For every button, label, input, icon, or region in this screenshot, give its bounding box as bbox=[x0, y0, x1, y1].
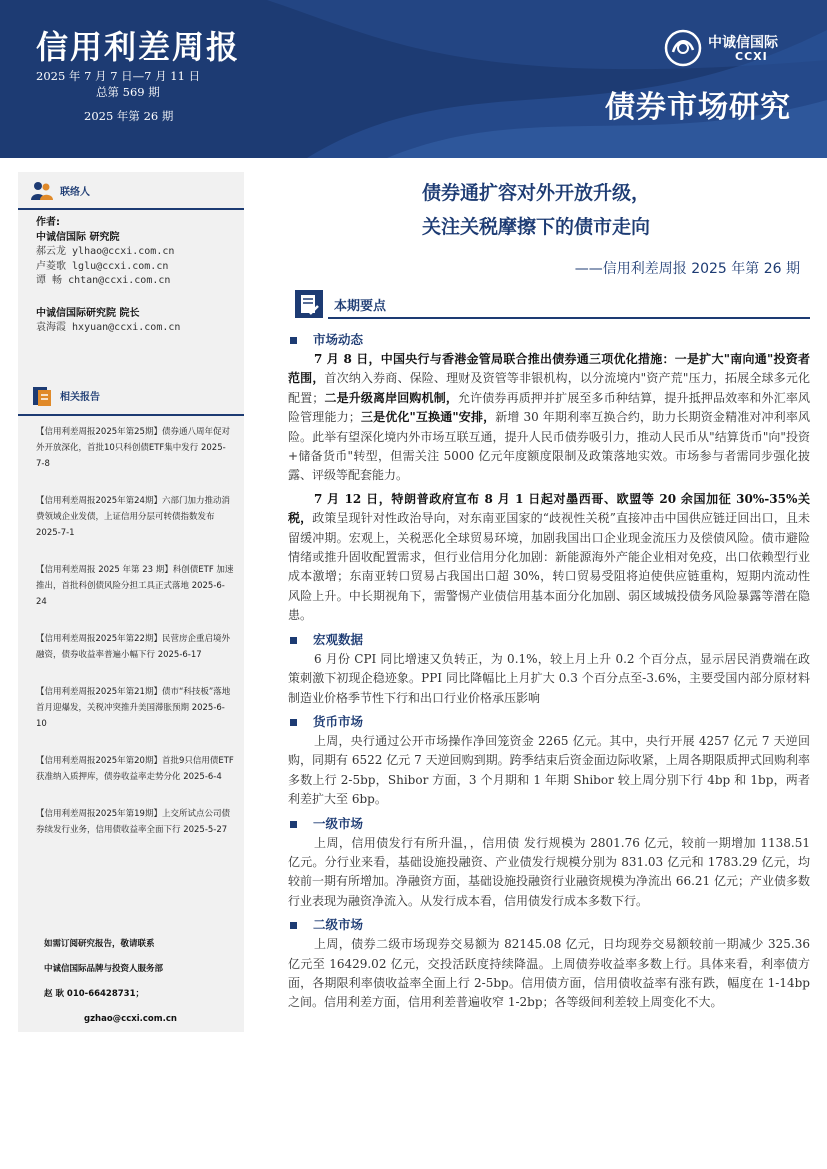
summary-content bbox=[288, 326, 810, 1017]
report-issue-year: 2025 年第 26 期 bbox=[84, 109, 174, 123]
main-subtitle: ——信用利差周报 2025 年第 26 期 bbox=[574, 261, 800, 277]
section-heading-money: 货币市场 bbox=[288, 712, 810, 732]
author-email[interactable]: ylhao@ccxi.com.cn bbox=[72, 246, 175, 257]
report-issue-total: 总第 569 期 bbox=[96, 85, 160, 99]
author-email[interactable]: chtan@ccxi.com.cn bbox=[68, 275, 171, 286]
dean-email[interactable]: hxyuan@ccxi.com.cn bbox=[72, 322, 181, 333]
contact-line: 中诚信国际品牌与投资人服务部 bbox=[44, 964, 164, 974]
author-email[interactable]: lglu@ccxi.com.cn bbox=[72, 260, 169, 272]
sidebar bbox=[18, 172, 244, 1032]
summary-label: 本期要点 bbox=[334, 299, 387, 314]
summary-heading-bar bbox=[294, 289, 810, 319]
related-heading-label: 相关报告 bbox=[60, 392, 100, 403]
contact-line: 赵 耿 010-66428731； bbox=[44, 989, 145, 999]
bullet-square-icon bbox=[290, 922, 297, 929]
section-heading-primary: 一级市场 bbox=[288, 814, 810, 834]
logo-subtext: CCXI bbox=[735, 50, 768, 63]
related-reports-list bbox=[18, 416, 244, 838]
main-title-line2: 关注关税摩擦下的债市走向 bbox=[421, 216, 650, 238]
report-date-range: 2025 年 7 月 7 日—7 月 11 日 bbox=[36, 69, 201, 83]
related-report-item[interactable]: 【信用利差周报2025年第22期】民营房企重启境外融资，债券收益率普遍小幅下行 2025-6-17 bbox=[36, 633, 230, 660]
related-report-item[interactable]: 【信用利差周报2025年第20期】首批9只信用债ETF获准纳入质押库，债券收益率走势分化 2025-6-4 bbox=[36, 755, 234, 782]
authors-block bbox=[18, 210, 244, 342]
related-heading bbox=[18, 378, 244, 416]
summary-document-icon bbox=[294, 289, 324, 319]
main-title bbox=[258, 176, 814, 244]
section-heading-market: 市场动态 bbox=[288, 330, 810, 350]
contact-heading-label: 联络人 bbox=[60, 186, 90, 198]
author-row: 郝云龙 ylhao@ccxi.com.cn bbox=[36, 246, 175, 257]
market-para-1: 7 月 8 日，中国央行与香港金管局联合推出债券通三项优化措施：一是扩大"南向通"投资者范围，首次纳入券商、保险、理财及资管等非银机构，以分流境内"资产荒"压力，拓展全球多元化配置；二是升级离岸回购机制，允许债券再质押并扩展至多币种结算，提升抵押品效率和外汇率风险管理能力；三是优化"互换通"安排，新增 30 年期利率互换合约，助力长期资金精准对冲利率风险。此举有望深化境内外市场互联互通，提升人民币债券吸引力，推动人民币从"结算货币"向"投资+储备货币"转型，但需关注 5000 亿元年度额度限制及政策落地实效。市场参与者需同步强化披露、评级等配套能力。 bbox=[288, 352, 810, 483]
primary-para: 上周，信用债发行有所升温，，信用债 发行规模为 2801.76 亿元，较前一期增加 1138.51 亿元。分行业来看，基础设施投融资、产业债发行规模分别为 831.03 亿元和 1783.29 亿元，均较前一期有所增加。净融资方面，基础设施投融资行业融资规模为净流出 66.21 亿元；产业债多数行业表现为融资净流入。从发行成本看，信用债发行成本多数下行。 bbox=[288, 835, 810, 908]
secondary-para: 上周，债券二级市场现券交易额为 82145.08 亿元，日均现券交易额较前一期减少 325.36 亿元至 16429.02 亿元，交投活跃度持续降温。上周债券收益率多数上行。具体来看，利率债方面，各期限利率债收益率全面上行 2-5bp。信用债方面，信用债收益率有涨有跌，幅度在 1-14bp 之间。信用利差方面，信用利差普遍收窄 1-2bp；各等级间利差较上周变化不大。 bbox=[288, 937, 810, 1010]
ccxi-logo-icon bbox=[663, 28, 703, 68]
report-section-title: 债券市场研究 bbox=[605, 90, 791, 125]
related-report-item[interactable]: 【信用利差周报 2025 年第 23 期】科创债ETF 加速推出，首批科创债风险分担工具正式落地 2025-6-24 bbox=[36, 564, 234, 607]
macro-para: 6 月份 CPI 同比增速又负转正，为 0.1%，较上月上升 0.2 个百分点，显示居民消费端在政策刺激下初现企稳迹象。PPI 同比降幅比上月扩大 0.3 个百分点至-3.6%，主要受国内部分原材料制造业价格季节性下行和出口行业价格承压影响 bbox=[288, 651, 810, 705]
header-wave-graphic bbox=[267, 0, 827, 158]
summary-divider bbox=[328, 317, 810, 319]
report-series-title: 信用利差周报 bbox=[36, 28, 241, 66]
report-header bbox=[0, 0, 827, 158]
ccxi-logo bbox=[663, 26, 798, 76]
contact-line: 如需订阅研究报告，敬请联系 bbox=[44, 939, 155, 949]
related-report-item[interactable]: 【信用利差周报2025年第19期】上交所试点公司债券续发行业务，信用债收益率全面下行 2025-5-27 bbox=[36, 808, 230, 835]
section-heading-macro: 宏观数据 bbox=[288, 630, 810, 650]
market-para-2: 7 月 12 日，特朗普政府宣布 8 月 1 日起对墨西哥、欧盟等 20 余国加征 30%-35%关税，政策呈现针对性政治导向，对东南亚国家的“歧视性关税”直接冲击中国供应链迂回出口，且未留缓冲期。宏观上，关税恶化全球贸易环境，加剧我国出口企业现金流压力及偿债风险。债市避险情绪或推升固收配置需求，但行业信用分化加剧：新能源海外产能企业相对免疫，出口依赖型行业成本激增；东南亚转口贸易占我国出口超 30%，转口贸易受阻将迫使供应链重构，短期内流动性风险上升。中长期视角下，需警惕产业债信用基本面分化加剧、弱区域城投债务风险暴露等潜在隐患。 bbox=[288, 491, 810, 623]
related-reports-icon bbox=[30, 384, 54, 408]
authors-label: 作者: bbox=[36, 217, 60, 228]
bullet-square-icon bbox=[290, 821, 297, 828]
logo-text: 中诚信国际 bbox=[708, 35, 778, 51]
authors-dept: 中诚信国际 研究院 bbox=[36, 231, 120, 243]
bullet-square-icon bbox=[290, 637, 297, 644]
contact-heading bbox=[18, 172, 244, 210]
author-row: 谭 畅 chtan@ccxi.com.cn bbox=[36, 275, 171, 286]
dean-label: 中诚信国际研究院 院长 bbox=[36, 307, 140, 319]
money-para: 上周，央行通过公开市场操作净回笼资金 2265 亿元。其中，央行开展 4257 亿元 7 天逆回购，同期有 6522 亿元 7 天逆回购到期。跨季结束后资金面边际收紧，上周各期限质押式回购利率多数上行 2-5bp，Shibor 方面，3 个月期和 1 年期 Shibor 较上周分别下行 4bp 和 1bp，两者利差扩大至 6bp。 bbox=[288, 733, 810, 807]
bullet-square-icon bbox=[290, 719, 297, 726]
main-title-line1: 债券通扩容对外开放升级， bbox=[421, 182, 650, 204]
subscription-contact bbox=[18, 932, 244, 1032]
author-row: 卢菱歌 lglu@ccxi.com.cn bbox=[36, 260, 169, 272]
contact-people-icon bbox=[30, 178, 54, 202]
contact-email[interactable]: gzhao@ccxi.com.cn bbox=[84, 1014, 177, 1024]
related-report-item[interactable]: 【信用利差周报2025年第21期】债市“科技板”落地首月迎爆发，关税冲突推升美国滞胀预期 2025-6-10 bbox=[36, 686, 231, 729]
bullet-square-icon bbox=[290, 337, 297, 344]
related-report-item[interactable]: 【信用利差周报2025年第24期】六部门加力推动消费领域企业发债，上证信用分层可转债指数发布 2025-7-1 bbox=[36, 495, 230, 538]
section-heading-secondary: 二级市场 bbox=[288, 915, 810, 935]
related-report-item[interactable]: 【信用利差周报2025年第25期】债券通八周年促对外开放深化，首批10只科创债ETF集中发行 2025-7-8 bbox=[36, 426, 230, 469]
dean-row: 袁海霞 hxyuan@ccxi.com.cn bbox=[36, 322, 181, 333]
